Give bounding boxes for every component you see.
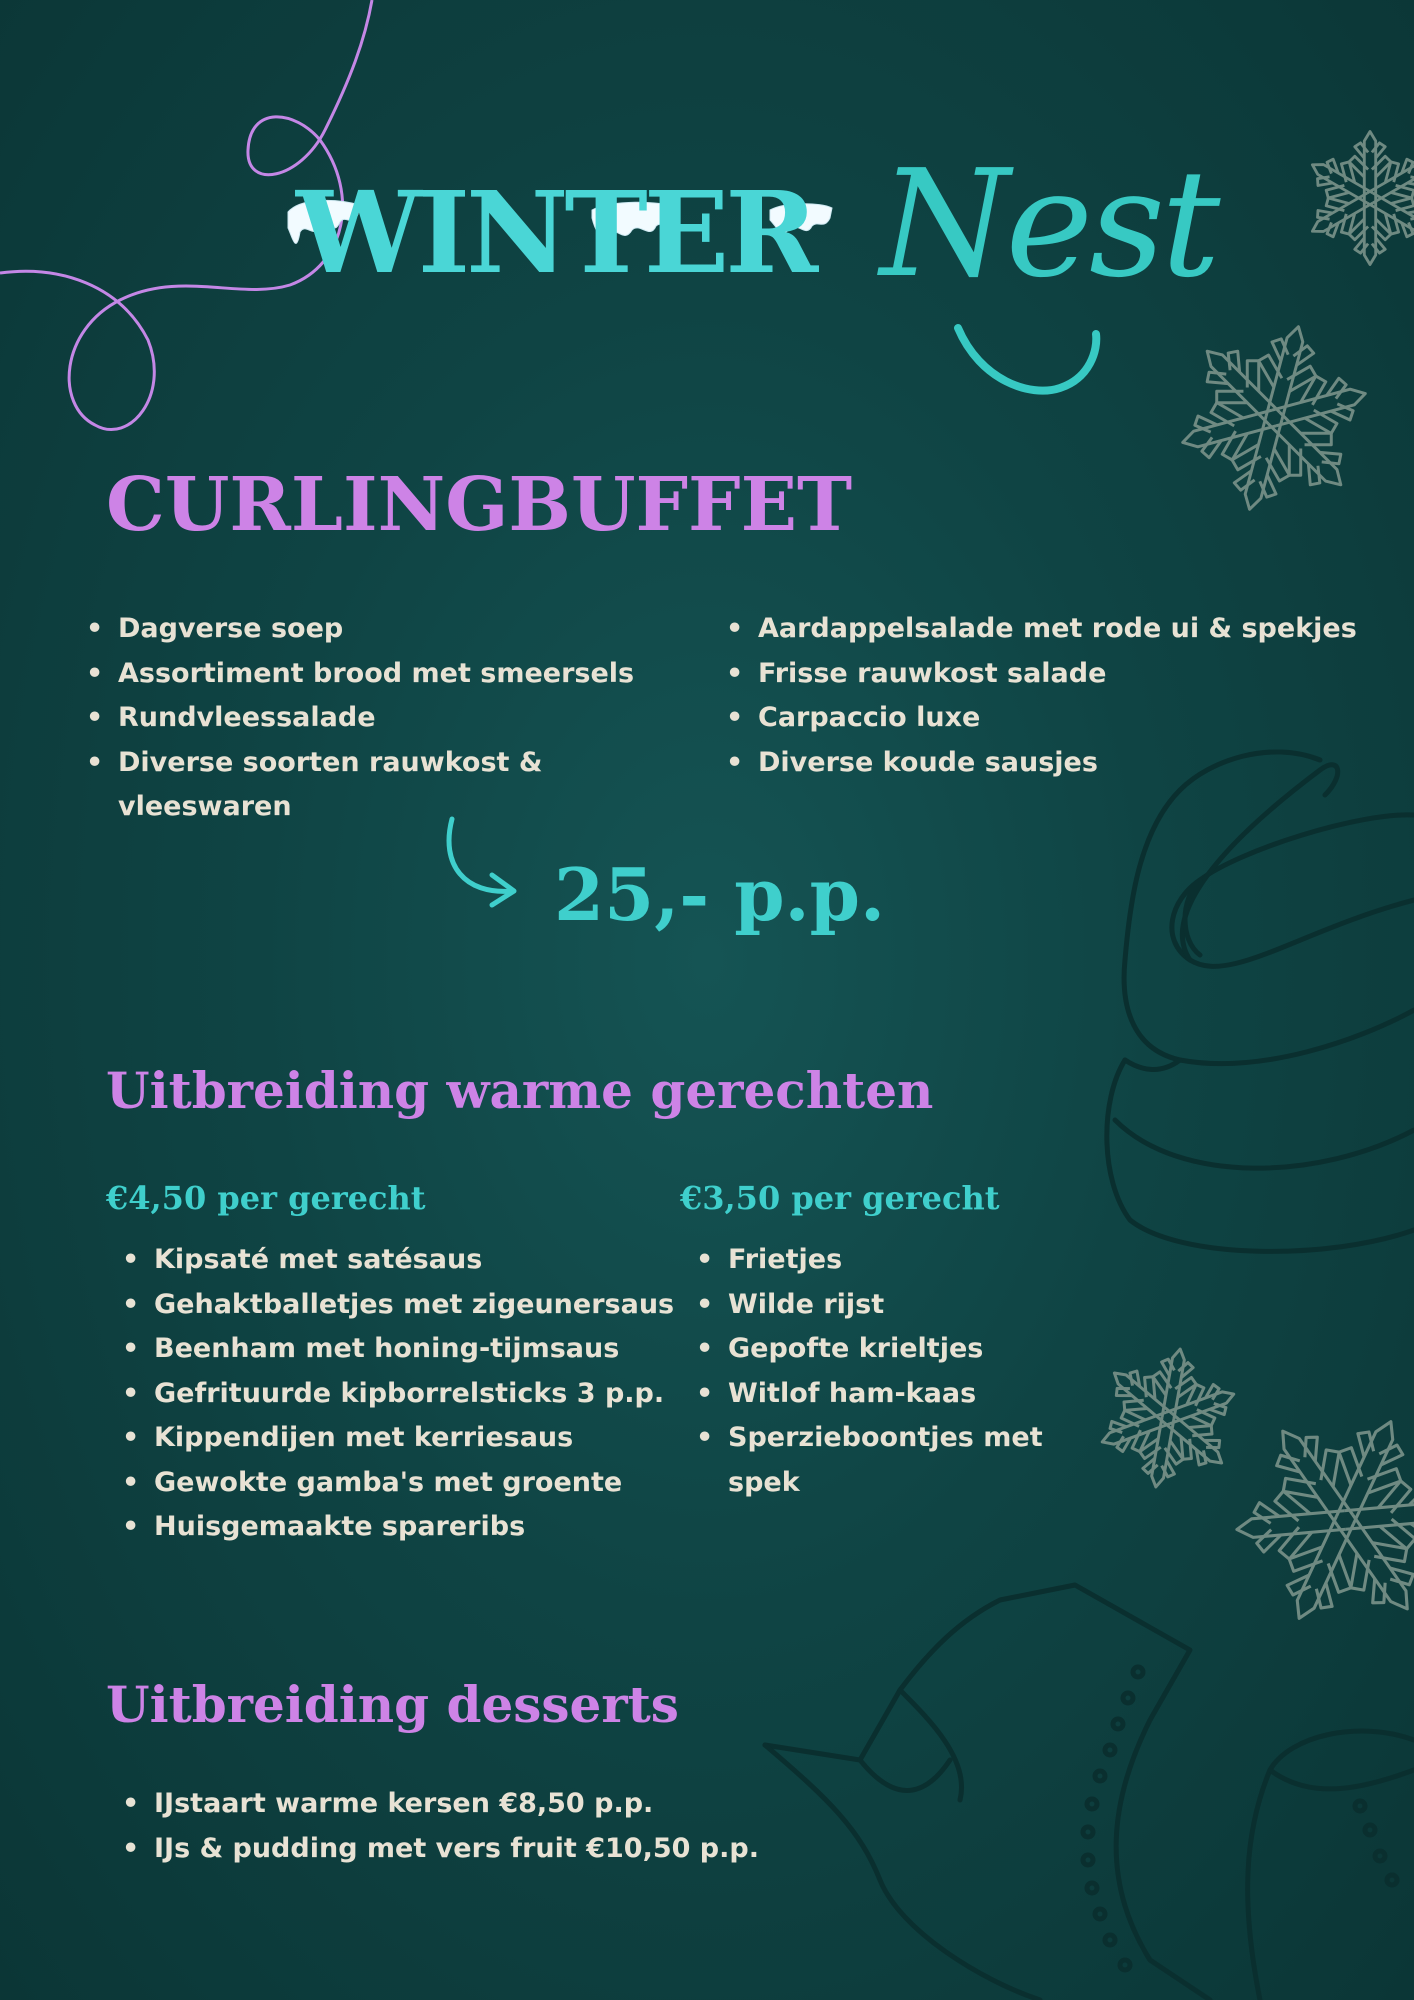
list-item: • Assortiment brood met smeersels — [86, 652, 706, 697]
list-item: • Sperzieboontjes met spek — [696, 1416, 1056, 1505]
warm-right-price: €3,50 per gerecht — [680, 1179, 1000, 1217]
snowflake-icon — [1085, 1337, 1250, 1500]
logo-nest-text: Nest — [880, 138, 1217, 310]
warm-section-title: Uitbreiding warme gerechten — [106, 1061, 934, 1120]
list-item: • Kippendijen met kerriesaus — [122, 1416, 682, 1461]
list-item: • Dagverse soep — [86, 607, 706, 652]
list-item: • Gepofte krieltjes — [696, 1327, 1056, 1372]
list-item: • Diverse koude sausjes — [726, 741, 1406, 786]
buffet-list-right — [726, 607, 1406, 785]
buffet-price: 25,- p.p. — [554, 852, 886, 937]
list-item: • Gewokte gamba's met groente — [122, 1461, 682, 1506]
dessert-list — [122, 1782, 922, 1871]
logo — [0, 0, 1414, 420]
list-item: • Gehaktballetjes met zigeunersaus — [122, 1283, 682, 1328]
curling-stone-icon — [1107, 752, 1414, 1251]
list-item: • Rundvleessalade — [86, 696, 706, 741]
list-item: • IJstaart warme kersen €8,50 p.p. — [122, 1782, 922, 1827]
smile-icon — [958, 328, 1096, 391]
warm-list-left — [122, 1238, 682, 1550]
list-item: • Frisse rauwkost salade — [726, 652, 1406, 697]
list-item: • Witlof ham-kaas — [696, 1372, 1056, 1417]
list-item: • Aardappelsalade met rode ui & spekjes — [726, 607, 1406, 652]
buffet-title: CURLINGBUFFET — [106, 462, 853, 548]
list-item: • Carpaccio luxe — [726, 696, 1406, 741]
snowflake-icon — [1199, 1375, 1414, 1666]
warm-list-right — [696, 1238, 1056, 1505]
list-item: • Huisgemaakte spareribs — [122, 1505, 682, 1550]
dessert-section-title: Uitbreiding desserts — [106, 1675, 679, 1734]
list-item: • Gefrituurde kipborrelsticks 3 p.p. — [122, 1372, 682, 1417]
list-item: • Wilde rijst — [696, 1283, 1056, 1328]
list-item: • IJs & pudding met vers fruit €10,50 p.p. — [122, 1827, 922, 1872]
list-item: • Beenham met honing-tijmsaus — [122, 1327, 682, 1372]
list-item: • Frietjes — [696, 1238, 1056, 1283]
logo-winter-text: WINTER — [296, 168, 815, 299]
arrow-icon — [440, 815, 520, 915]
warm-left-price: €4,50 per gerecht — [106, 1179, 426, 1217]
list-item: • Kipsaté met satésaus — [122, 1238, 682, 1283]
buffet-list-left — [86, 607, 706, 830]
list-item: • Diverse soorten rauwkost & vleeswaren — [86, 741, 706, 830]
